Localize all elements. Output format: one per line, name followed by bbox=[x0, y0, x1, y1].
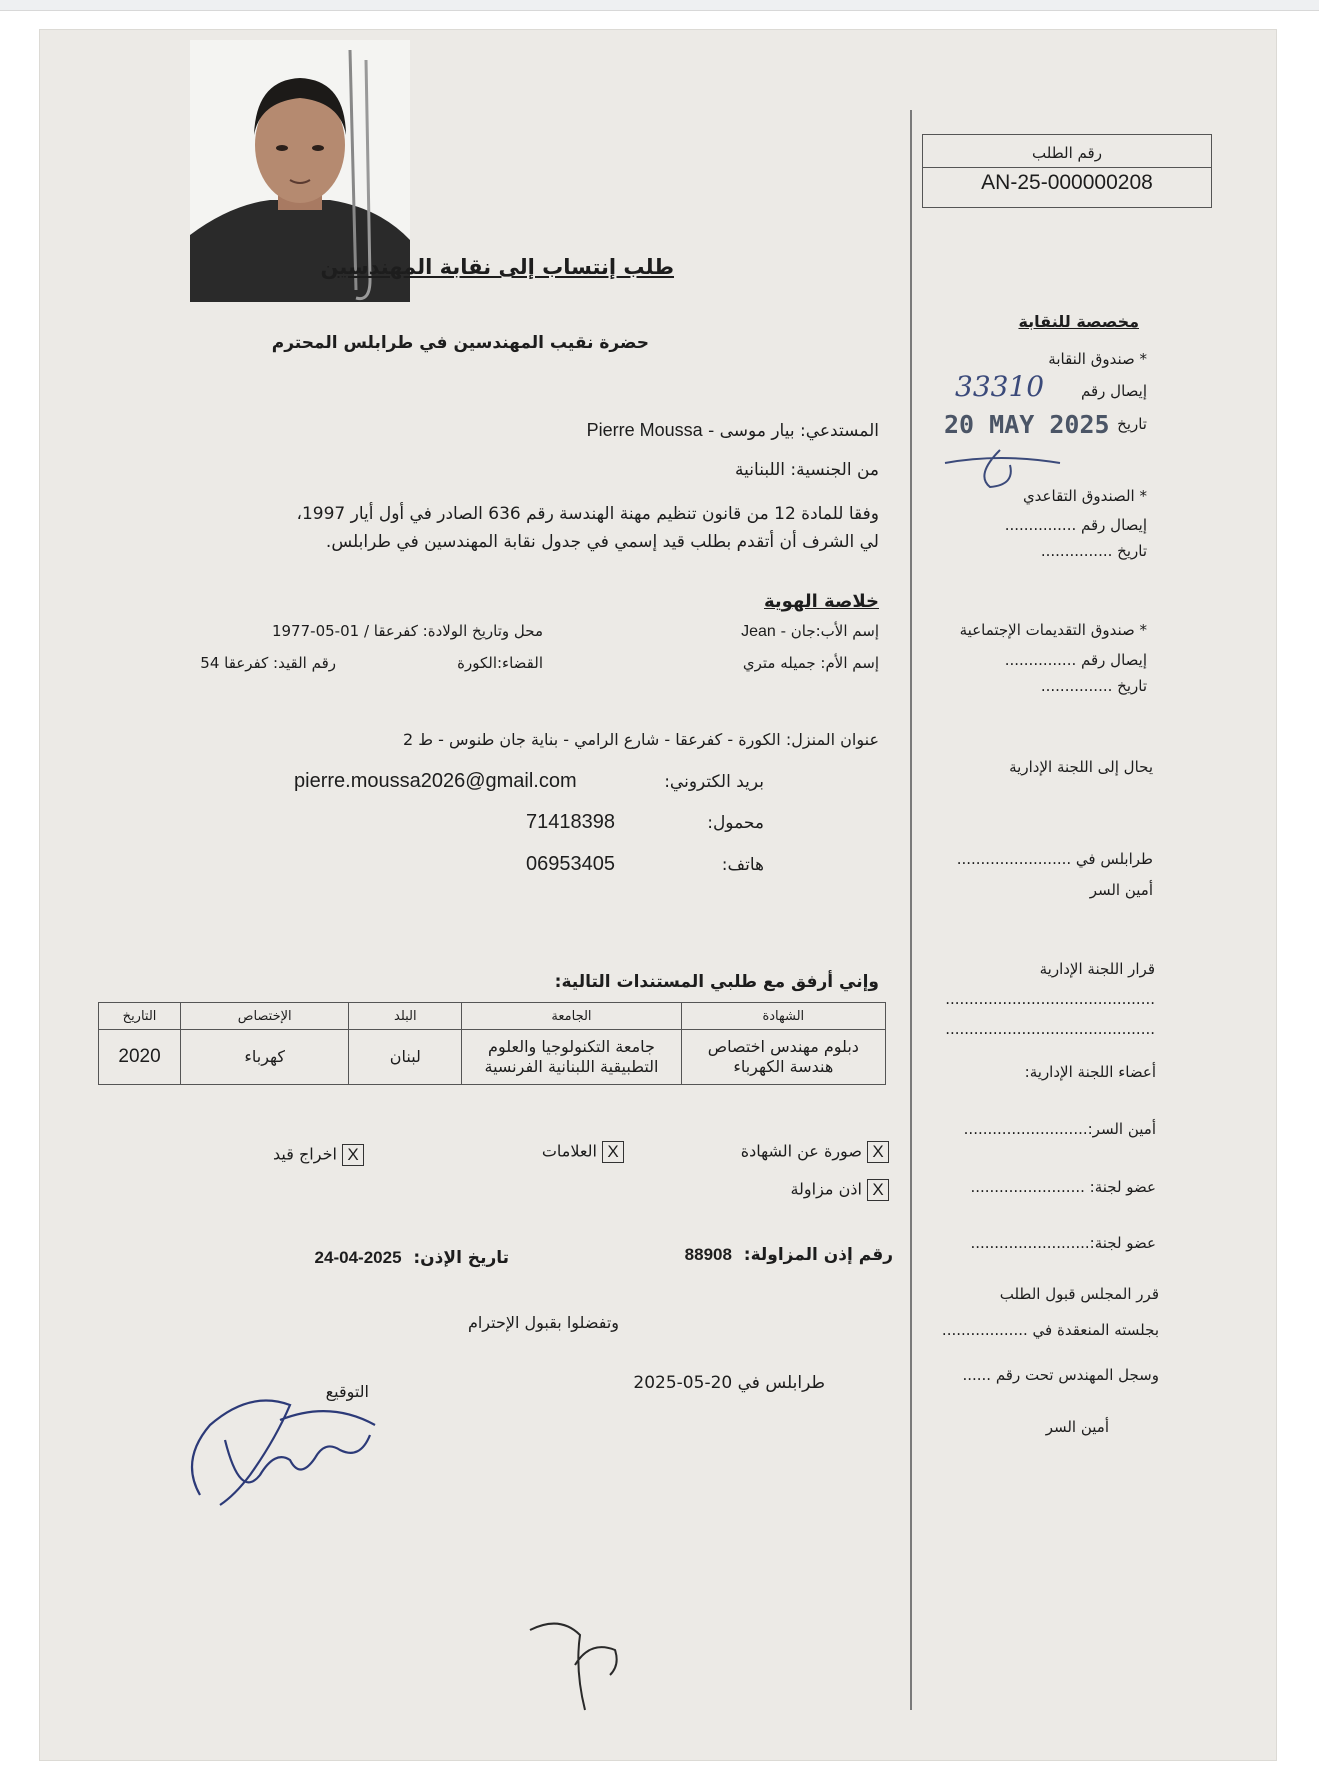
col-specialty: الإختصاص bbox=[181, 1003, 349, 1030]
secretary1: أمين السر bbox=[1089, 881, 1153, 899]
form-title: طلب إنتساب إلى نقابة المهندسين bbox=[320, 255, 674, 279]
permit-number-line bbox=[685, 1245, 893, 1265]
grades-checkbox[interactable]: X bbox=[602, 1141, 624, 1163]
col-country: البلد bbox=[349, 1003, 462, 1030]
closing-regards: وتفضلوا بقبول الإحترام bbox=[467, 1313, 619, 1332]
permit-date-line bbox=[315, 1248, 509, 1268]
university-line2: التطبيقية اللبنانية الفرنسية bbox=[484, 1057, 659, 1076]
email-label: بريد الكتروني: bbox=[664, 772, 764, 792]
applicant-name-en: Pierre Moussa bbox=[586, 420, 703, 440]
place-date: طرابلس في 20-05-2025 bbox=[633, 1373, 825, 1393]
documents-heading: وإني أرفق مع طلبي المستندات التالية: bbox=[554, 972, 879, 992]
secretary-signature-line: أمين السر:.......................... bbox=[963, 1120, 1156, 1138]
practice-checkbox[interactable]: X bbox=[867, 1179, 889, 1201]
date-stamp: 20 MAY 2025 bbox=[944, 410, 1110, 439]
intro-paragraph-line2: لي الشرف أن أتقدم بطلب قيد إسمي في جدول نقابة المهندسين في طرابلس. bbox=[325, 532, 879, 552]
registry-checkbox[interactable]: X bbox=[342, 1144, 364, 1166]
referral: يحال إلى اللجنة الإدارية bbox=[1009, 758, 1153, 776]
table-row bbox=[99, 1030, 886, 1085]
receipt3: إيصال رقم ............... bbox=[1004, 651, 1147, 669]
year-cell: 2020 bbox=[99, 1030, 181, 1085]
council-decision-1: قرر المجلس قبول الطلب bbox=[999, 1285, 1159, 1303]
home-address: عنوان المنزل: الكورة - كفرعقا - شارع الرامي - بناية جان طنوس - ط 2 bbox=[402, 730, 879, 749]
father-label: إسم الأب:جان - bbox=[780, 622, 879, 640]
mobile-value: 71418398 bbox=[526, 811, 615, 833]
request-number-label: رقم الطلب bbox=[923, 139, 1211, 168]
identity-heading: خلاصة الهوية bbox=[764, 591, 879, 612]
certificate-checkbox[interactable]: X bbox=[867, 1141, 889, 1163]
birth-info: محل وتاريخ الولادة: كفرعقا / 01-05-1977 bbox=[271, 622, 543, 640]
council-decision-3: وسجل المهندس تحت رقم ...... bbox=[962, 1366, 1159, 1384]
mother-name: إسم الأم: جميله متري bbox=[742, 654, 879, 672]
committee-members: أعضاء اللجنة الإدارية: bbox=[1024, 1063, 1156, 1081]
date1-label: تاريخ bbox=[1117, 415, 1147, 433]
permit-number-label: رقم إذن المزاولة: bbox=[743, 1245, 893, 1265]
documents-table bbox=[98, 1002, 886, 1085]
tripoli-date: طرابلس في ........................ bbox=[956, 850, 1153, 868]
syndicate-fund: * صندوق النقابة bbox=[1048, 350, 1147, 368]
retirement-fund: * الصندوق التقاعدي bbox=[1022, 487, 1147, 505]
receipt2: إيصال رقم ............... bbox=[1004, 516, 1147, 534]
applicant-label: المستدعي: bbox=[800, 421, 879, 441]
nationality: من الجنسية: اللبنانية bbox=[735, 460, 879, 480]
phone-label: هاتف: bbox=[721, 855, 764, 875]
decision-line1: ............................................ bbox=[945, 990, 1155, 1008]
country-cell: لبنان bbox=[349, 1030, 462, 1085]
documents-table-header bbox=[99, 1003, 886, 1030]
degree-line1: دبلوم مهندس اختصاص bbox=[707, 1037, 859, 1056]
permit-date: 2025-04-24 bbox=[314, 1248, 402, 1267]
mobile-label: محمول: bbox=[707, 813, 764, 833]
member1-line: عضو لجنة: ........................ bbox=[970, 1178, 1156, 1196]
registry-number: رقم القيد: كفرعقا 54 bbox=[200, 654, 336, 672]
decision-line2: ............................................ bbox=[945, 1020, 1155, 1038]
checkbox-grades[interactable] bbox=[542, 1141, 624, 1163]
district: القضاء:الكورة bbox=[457, 654, 543, 672]
father-name-en: Jean bbox=[741, 623, 776, 640]
practice-label: اذن مزاولة bbox=[790, 1179, 862, 1199]
date2: تاريخ ............... bbox=[1040, 542, 1147, 560]
col-university: الجامعة bbox=[462, 1003, 681, 1030]
certificate-label: صورة عن الشهادة bbox=[740, 1141, 862, 1161]
column-divider bbox=[910, 110, 912, 1710]
applicant-signature bbox=[180, 1380, 380, 1520]
grades-label: العلامات bbox=[541, 1141, 597, 1161]
signature-label: التوقيع bbox=[325, 1382, 369, 1401]
reviewer-initial-mark bbox=[520, 1610, 640, 1720]
col-degree: الشهادة bbox=[681, 1003, 885, 1030]
decision-label: قرار اللجنة الإدارية bbox=[1039, 960, 1155, 978]
checkbox-certificate[interactable] bbox=[741, 1141, 889, 1163]
email-value: pierre.moussa2026@gmail.com bbox=[294, 770, 577, 792]
checkbox-practice[interactable] bbox=[790, 1179, 889, 1201]
permit-number: 88908 bbox=[684, 1245, 732, 1264]
applicant-line bbox=[587, 420, 879, 441]
university-line1: جامعة التكنولوجيا والعلوم bbox=[488, 1037, 655, 1056]
receipt1-value: 33310 bbox=[955, 370, 1045, 403]
addressee: حضرة نقيب المهندسين في طرابلس المحترم bbox=[271, 333, 649, 353]
university-cell bbox=[462, 1030, 681, 1085]
phone-value: 06953405 bbox=[526, 853, 615, 875]
date3: تاريخ ............... bbox=[1040, 677, 1147, 695]
receipt1-label: إيصال رقم bbox=[1081, 382, 1147, 400]
secretary2: أمين السر bbox=[1045, 1418, 1109, 1436]
social-fund: * صندوق التقديمات الإجتماعية bbox=[959, 621, 1147, 639]
applicant-name-ar: بيار موسى - bbox=[708, 421, 795, 441]
syndicate-heading: مخصصة للنقابة bbox=[1018, 312, 1139, 331]
viewer-top-bar bbox=[0, 0, 1319, 11]
degree-line2: هندسة الكهرباء bbox=[733, 1057, 834, 1076]
request-number-value: AN-25-000000208 bbox=[981, 171, 1153, 194]
degree-cell bbox=[681, 1030, 885, 1085]
checkbox-registry[interactable] bbox=[273, 1144, 364, 1166]
father-name bbox=[741, 622, 879, 641]
intro-paragraph-line1: وفقا للمادة 12 من قانون تنظيم مهنة الهندسة رقم 636 الصادر في أول أيار 1997، bbox=[296, 504, 879, 524]
permit-date-label: تاريخ الإذن: bbox=[413, 1248, 509, 1268]
specialty-cell: كهرباء bbox=[181, 1030, 349, 1085]
col-date: التاريخ bbox=[99, 1003, 181, 1030]
request-number-box bbox=[922, 134, 1212, 208]
registry-label: اخراج قيد bbox=[273, 1144, 337, 1164]
council-decision-2: بجلسته المنعقدة في .................. bbox=[941, 1321, 1159, 1339]
member2-line: عضو لجنة:......................... bbox=[970, 1234, 1156, 1252]
